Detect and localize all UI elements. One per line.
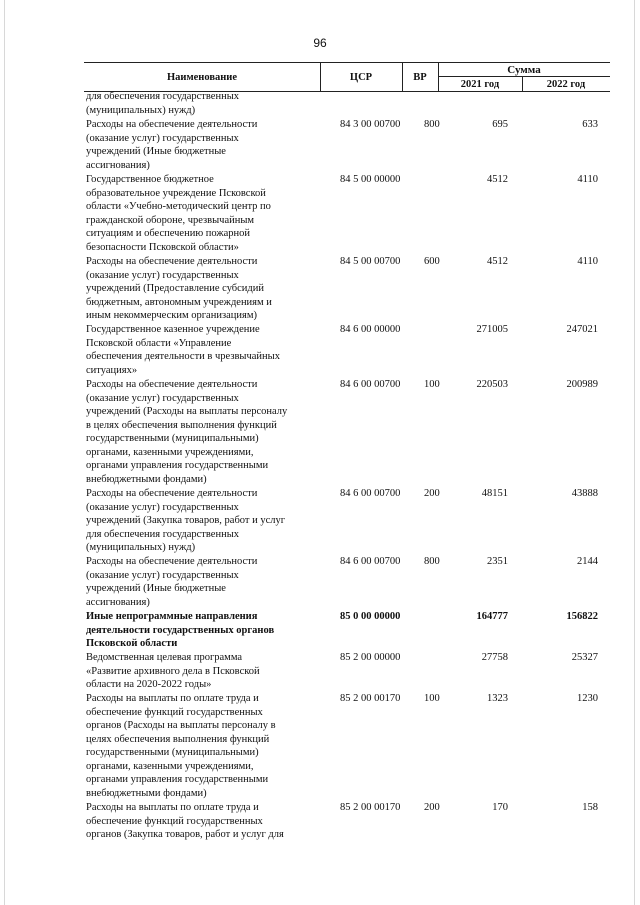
row-name bbox=[84, 378, 312, 486]
row-vr: 800 bbox=[424, 119, 440, 130]
row-name-line: обеспечение функций государственных bbox=[86, 706, 263, 718]
row-sum-2021: 4512 bbox=[487, 174, 508, 185]
table-body bbox=[84, 90, 610, 842]
row-name-line: Расходы на обеспечение деятельности bbox=[86, 379, 258, 390]
row-name-line: учреждений (Предоставление субсидий bbox=[86, 283, 265, 294]
row-name-line: деятельности государственных органов bbox=[86, 624, 275, 636]
row-sum-2021: 48151 bbox=[481, 488, 508, 499]
table-row bbox=[84, 173, 610, 255]
header-name: Наименование bbox=[84, 63, 321, 91]
row-name bbox=[84, 610, 312, 651]
row-name-line: Расходы на обеспечение деятельности bbox=[86, 488, 258, 499]
row-name-line: (оказание услуг) государственных bbox=[86, 501, 239, 513]
table-row bbox=[84, 692, 610, 801]
row-name-line: Иные непрограммные направления bbox=[86, 611, 258, 622]
row-name-line: Расходы на выплаты по оплате труда и bbox=[86, 802, 259, 813]
row-sum-2021: 220503 bbox=[476, 379, 508, 390]
row-sum-2022: 633 bbox=[582, 119, 598, 130]
header-sum: Сумма bbox=[438, 63, 610, 77]
row-csr: 84 3 00 00700 bbox=[340, 119, 401, 130]
row-name-line: «Развитие архивного дела в Псковской bbox=[86, 665, 260, 677]
table-row bbox=[84, 555, 610, 610]
table-header bbox=[84, 62, 610, 92]
row-csr: 85 2 00 00170 bbox=[340, 693, 401, 704]
row-csr: 85 2 00 00000 bbox=[340, 652, 401, 663]
row-csr: 84 6 00 00700 bbox=[340, 379, 401, 390]
table-row bbox=[84, 610, 610, 651]
row-sum-2021: 2351 bbox=[487, 556, 508, 567]
row-name-line: (оказание услуг) государственных bbox=[86, 132, 239, 144]
row-sum-2021: 170 bbox=[492, 802, 508, 813]
row-name bbox=[84, 651, 312, 692]
row-name-line: Расходы на обеспечение деятельности bbox=[86, 256, 258, 267]
row-name-line: обеспечения деятельности в чрезвычайных bbox=[86, 351, 280, 362]
table-row bbox=[84, 378, 610, 487]
row-name-line: Государственное казенное учреждение bbox=[86, 324, 260, 335]
row-name-line: органами, казенными учреждениями, bbox=[86, 760, 254, 772]
row-sum-2021: 271005 bbox=[476, 324, 508, 335]
row-name-line: иным некоммерческим организациям) bbox=[86, 310, 257, 321]
row-name-line: (оказание услуг) государственных bbox=[86, 392, 239, 404]
row-name-line: обеспечение функций государственных bbox=[86, 815, 263, 827]
row-sum-2022: 43888 bbox=[571, 488, 598, 499]
row-name-line: ассигнования) bbox=[86, 596, 150, 608]
row-vr: 100 bbox=[424, 693, 440, 704]
row-name-line: органов (Расходы на выплаты персоналу в bbox=[86, 720, 276, 731]
table-row bbox=[84, 487, 610, 555]
row-name bbox=[84, 173, 312, 254]
row-name-line: Государственное бюджетное bbox=[86, 174, 214, 185]
row-csr: 84 6 00 00000 bbox=[340, 324, 401, 335]
row-name-line: органами управления государственными bbox=[86, 460, 269, 471]
row-sum-2022: 200989 bbox=[566, 379, 598, 390]
header-csr: ЦСР bbox=[320, 63, 403, 91]
header-year-2021: 2021 год bbox=[438, 77, 523, 91]
row-csr: 85 2 00 00170 bbox=[340, 802, 401, 813]
row-name-line: Псковской области «Управление bbox=[86, 337, 232, 349]
row-name-line: учреждений (Закупка товаров, работ и услуг bbox=[86, 515, 286, 526]
row-name-line: области на 2020-2022 годы» bbox=[86, 679, 212, 690]
row-name-line: (муниципальных) нужд) bbox=[86, 542, 196, 553]
row-sum-2021: 1323 bbox=[487, 693, 508, 704]
row-vr: 100 bbox=[424, 379, 440, 390]
row-name-line: (муниципальных) нужд) bbox=[86, 104, 196, 116]
header-vr: ВР bbox=[402, 63, 439, 91]
row-csr: 84 6 00 00700 bbox=[340, 488, 401, 499]
header-year-2022: 2022 год bbox=[546, 78, 586, 90]
row-name-line: ассигнования) bbox=[86, 159, 150, 171]
row-vr: 600 bbox=[424, 256, 440, 267]
row-name-line: для обеспечения государственных bbox=[86, 91, 239, 102]
table-row bbox=[84, 255, 610, 323]
row-name-line: учреждений (Расходы на выплаты персоналу bbox=[86, 406, 288, 417]
row-name-line: в целях обеспечения выполнения функций bbox=[86, 419, 277, 431]
row-name-line: Ведомственная целевая программа bbox=[86, 652, 243, 663]
row-vr: 800 bbox=[424, 556, 440, 567]
row-sum-2022: 158 bbox=[582, 802, 598, 813]
row-name-line: Расходы на выплаты по оплате труда и bbox=[86, 693, 259, 704]
row-name-line: бюджетным, автономным учреждениям и bbox=[86, 296, 272, 308]
row-name-line: внебюджетными фондами) bbox=[86, 473, 207, 485]
row-vr: 200 bbox=[424, 802, 440, 813]
row-csr: 84 5 00 00000 bbox=[340, 174, 401, 185]
row-name-line: государственными (муниципальными) bbox=[86, 433, 259, 444]
row-name bbox=[84, 692, 312, 800]
row-name bbox=[84, 255, 312, 323]
row-name-line: органами, казенными учреждениями, bbox=[86, 446, 254, 458]
table-row bbox=[84, 323, 610, 378]
row-sum-2022: 156822 bbox=[566, 611, 598, 622]
row-name-line: для обеспечения государственных bbox=[86, 528, 239, 540]
row-name bbox=[84, 801, 312, 842]
row-vr: 200 bbox=[424, 488, 440, 499]
row-name bbox=[84, 487, 312, 555]
row-name-line: органов (Закупка товаров, работ и услуг для bbox=[86, 829, 284, 840]
row-name-line: (оказание услуг) государственных bbox=[86, 269, 239, 281]
row-sum-2021: 164777 bbox=[476, 611, 508, 622]
row-csr: 84 5 00 00700 bbox=[340, 256, 401, 267]
row-sum-2021: 695 bbox=[492, 119, 508, 130]
row-sum-2021: 27758 bbox=[481, 652, 508, 663]
row-name-line: безопасности Псковской области» bbox=[86, 241, 239, 253]
row-name-line: Расходы на обеспечение деятельности bbox=[86, 556, 258, 567]
row-name-line: Расходы на обеспечение деятельности bbox=[86, 119, 258, 130]
row-sum-2022: 1230 bbox=[577, 693, 598, 704]
row-sum-2022: 25327 bbox=[571, 652, 598, 663]
row-sum-2021: 4512 bbox=[487, 256, 508, 267]
table-row bbox=[84, 90, 610, 118]
row-name bbox=[84, 90, 312, 117]
row-sum-2022: 247021 bbox=[566, 324, 598, 335]
row-name-line: (оказание услуг) государственных bbox=[86, 569, 239, 581]
row-name-line: органами управления государственными bbox=[86, 774, 269, 785]
table-row bbox=[84, 651, 610, 692]
row-sum-2022: 4110 bbox=[577, 256, 598, 267]
row-name-line: области «Учебно-методический центр по bbox=[86, 201, 271, 212]
scan-edge-left bbox=[4, 0, 5, 905]
row-name-line: гражданской обороне, чрезвычайным bbox=[86, 214, 255, 226]
row-name bbox=[84, 118, 312, 172]
row-sum-2022: 4110 bbox=[577, 174, 598, 185]
row-sum-2022: 2144 bbox=[577, 556, 598, 567]
row-csr: 85 0 00 00000 bbox=[340, 611, 401, 622]
row-name-line: государственными (муниципальными) bbox=[86, 747, 259, 758]
page-number: 96 bbox=[313, 36, 327, 50]
row-name-line: образовательное учреждение Псковской bbox=[86, 187, 266, 199]
scan-edge-right bbox=[634, 0, 635, 905]
row-name bbox=[84, 323, 312, 377]
table-row bbox=[84, 801, 610, 842]
row-name-line: внебюджетными фондами) bbox=[86, 787, 207, 799]
row-name-line: ситуациям и обеспечению пожарной bbox=[86, 228, 251, 239]
row-name-line: Псковской области bbox=[86, 638, 178, 649]
row-csr: 84 6 00 00700 bbox=[340, 556, 401, 567]
row-name-line: целях обеспечения выполнения функций bbox=[86, 733, 270, 745]
row-name-line: учреждений (Иные бюджетные bbox=[86, 146, 226, 157]
row-name-line: ситуациях» bbox=[86, 364, 138, 376]
row-name-line: учреждений (Иные бюджетные bbox=[86, 583, 226, 594]
row-name bbox=[84, 555, 312, 609]
table-row bbox=[84, 118, 610, 173]
